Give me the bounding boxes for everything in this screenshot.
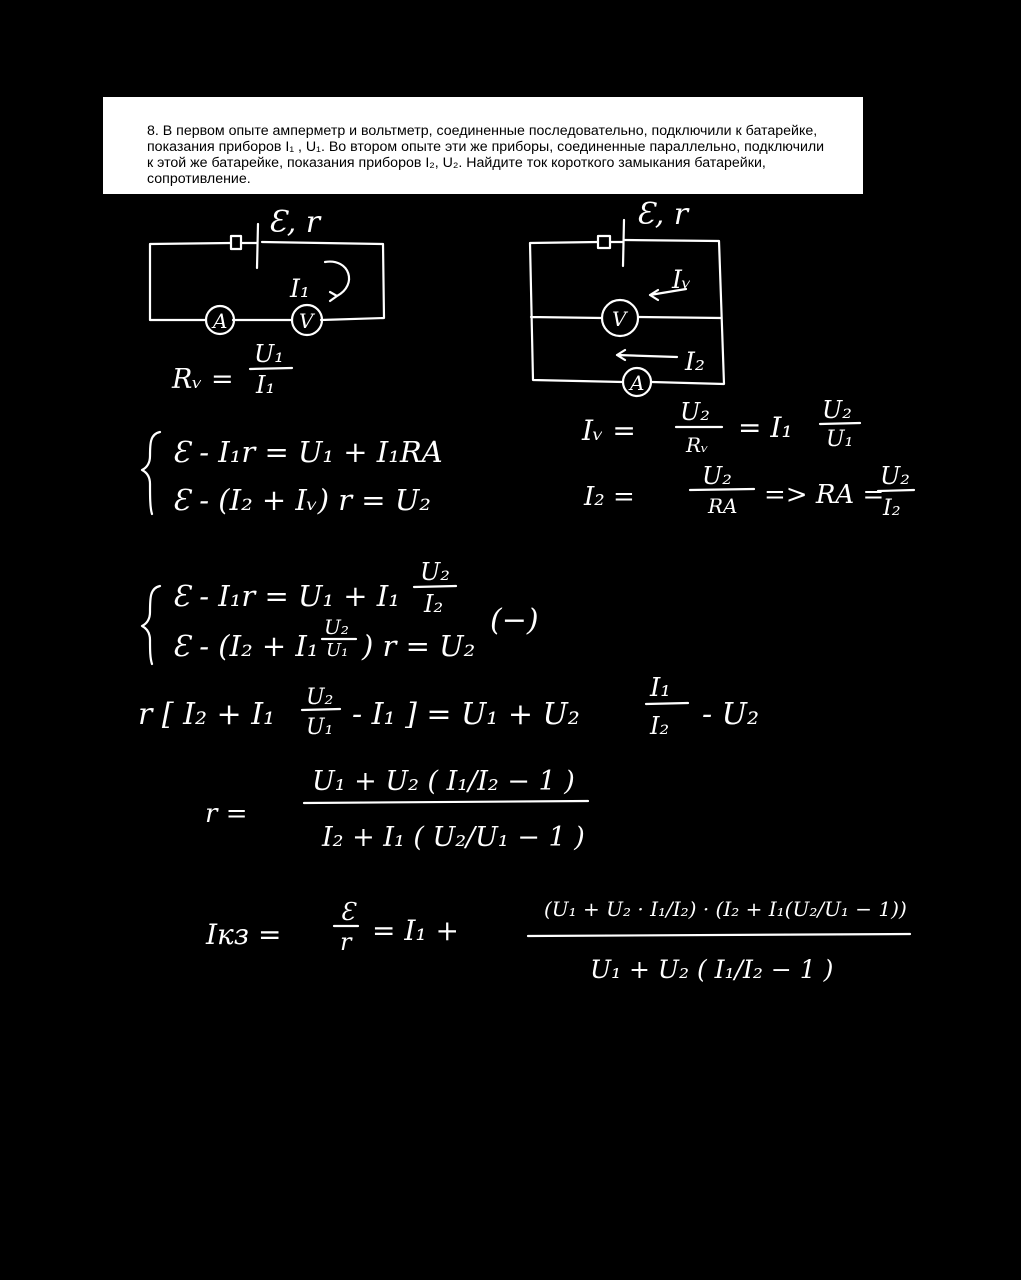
formula-iv (581, 396, 860, 457)
isc-fraction-bar-2 (528, 934, 910, 936)
system-2-equation-2-denominator: U₁ (326, 640, 349, 661)
circuit-1-source-label: Ɛ, r (268, 205, 321, 240)
r-line-middle: - I₁ ] = U₁ + U₂ (352, 697, 580, 732)
isc-denominator-2: U₁ + U₂ ( I₁/I₂ − 1 ) (590, 955, 834, 984)
formula-i2 (583, 462, 914, 521)
isc-lhs: Iкз = (206, 918, 282, 951)
iv-denominator: Rᵥ (686, 433, 709, 457)
i2-lhs: I₂ = (584, 482, 635, 512)
iv-lhs: Iᵥ = (582, 414, 636, 447)
circuit-2-voltmeter-current-label: Iᵥ (672, 265, 692, 294)
r-line-fraction-bar (302, 709, 340, 710)
rv-denominator: I₁ (256, 371, 276, 399)
rv-lhs: Rᵥ = (172, 364, 234, 395)
system-2-equation-1-fraction-bar (414, 586, 456, 587)
rv-numerator: U₁ (254, 340, 284, 368)
formula-r (205, 766, 588, 853)
circuit-1-voltmeter-label: V (299, 309, 314, 333)
system-2 (142, 558, 539, 664)
circuit-1-series (150, 205, 384, 335)
circuit-2-voltmeter-label: V (612, 307, 627, 331)
system-2-equation-2-numerator: U₂ (324, 615, 349, 639)
r-lhs: r = (205, 799, 248, 829)
iv-numerator: U₂ (680, 398, 710, 426)
r-numerator: U₁ + U₂ ( I₁/I₂ − 1 ) (312, 766, 575, 797)
problem-text: 8. В первом опыте амперметр и вольтметр, соединенные последовательно, подключили к батарейке, показания приборов I₁ , U₁. Во втором опыте эти же приборы, соединенные параллельно, подключили к этой же батарейке, показания приборов I₂, U₂. Найдите ток короткого замыкания батарейки, сопротивление. (147, 123, 825, 187)
i2-fraction-bar (690, 489, 754, 490)
circuit-1-battery-long-plate (257, 224, 258, 268)
circuit-1-current-arrow (325, 262, 349, 301)
system-2-equation-1-denominator: I₂ (424, 590, 444, 618)
r-denominator: I₂ + I₁ ( U₂/U₁ − 1 ) (322, 822, 585, 853)
system-2-brace (142, 586, 160, 664)
formula-short-circuit-current (205, 897, 910, 984)
system-1-equation-2: Ɛ - (I₂ + Iᵥ) r = U₂ (172, 483, 431, 517)
circuit-1-battery-short-plate (231, 236, 241, 249)
iv-fraction-bar-2 (820, 423, 860, 424)
isc-denominator-1: r (340, 928, 352, 956)
r-line-denominator-2: I₂ (650, 712, 670, 740)
system-1-brace (142, 432, 160, 514)
r-line-denominator: U₁ (306, 715, 334, 740)
i2-fraction-bar-2 (878, 490, 914, 491)
system-1-equation-1: Ɛ - I₁r = U₁ + I₁RA (172, 435, 443, 469)
formula-r-bracket-line (138, 673, 759, 740)
circuit-2-battery-short-plate (598, 236, 610, 248)
circuit-2-ammeter-label: A (630, 371, 645, 395)
system-2-equation-2-lhs: Ɛ - (I₂ + I₁ (172, 629, 319, 663)
i2-denominator: RA (708, 494, 738, 518)
circuit-2-ammeter-current-arrow (617, 350, 677, 360)
circuit-2-parallel (530, 197, 724, 396)
formula-rv (171, 340, 292, 399)
iv-denominator-2: U₁ (826, 427, 854, 452)
iv-middle: = I₁ (738, 411, 793, 444)
r-line-fraction-bar-2 (646, 703, 688, 704)
circuit-2-source-label: Ɛ, r (636, 197, 689, 232)
system-2-equation-1-numerator: U₂ (420, 558, 450, 586)
system-2-subtract-mark: (−) (490, 603, 539, 638)
system-2-equation-1-lhs: Ɛ - I₁r = U₁ + I₁ (172, 579, 400, 613)
i2-numerator: U₂ (702, 462, 732, 490)
r-line-numerator: U₂ (306, 685, 334, 710)
isc-middle: = I₁ + (372, 914, 460, 947)
i2-numerator-2: U₂ (880, 462, 910, 490)
rv-fraction-bar (250, 368, 292, 369)
system-1 (142, 432, 443, 517)
r-line-numerator-2: I₁ (650, 673, 671, 703)
circuit-1-current-label: I₁ (290, 274, 310, 303)
circuit-1-ammeter-label: A (213, 309, 228, 333)
isc-numerator-2: (U₁ + U₂ · I₁/I₂) · (I₂ + I₁(U₂/U₁ − 1)) (544, 897, 907, 921)
isc-numerator-1: Ɛ (340, 898, 355, 926)
i2-denominator-2: I₂ (883, 496, 901, 521)
iv-numerator-2: U₂ (822, 396, 852, 424)
system-2-equation-2-rhs: ) r = U₂ (362, 629, 476, 663)
r-line-lhs: r [ I₂ + I₁ (138, 697, 276, 732)
circuit-2-ammeter-current-label: I₂ (685, 347, 705, 376)
r-line-rhs: - U₂ (702, 697, 759, 732)
i2-middle: => RA = (764, 480, 885, 510)
r-fraction-bar (304, 801, 588, 803)
